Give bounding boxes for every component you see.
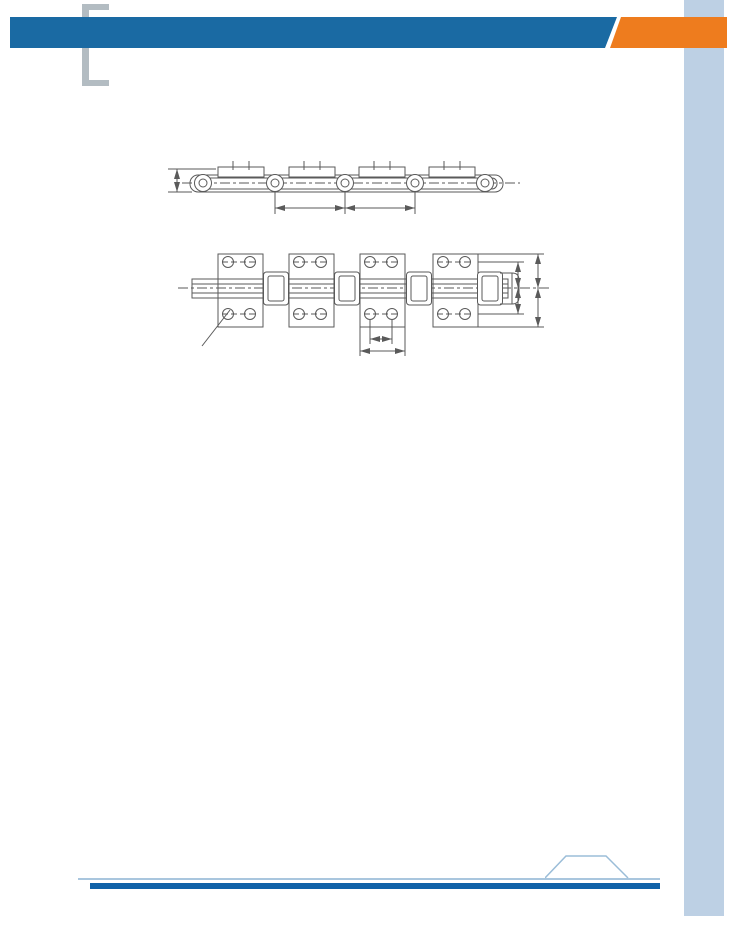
page-number-tab (545, 854, 629, 879)
chain-top-view-drawing (178, 224, 582, 372)
chain-side-view-drawing (158, 148, 554, 224)
header-subtitle (100, 50, 106, 66)
footer-thick-rule (90, 883, 660, 889)
right-accent-bar (684, 0, 724, 916)
bracket-decoration (82, 80, 109, 86)
brand-ribbon (610, 17, 727, 48)
header-banner (10, 17, 617, 48)
